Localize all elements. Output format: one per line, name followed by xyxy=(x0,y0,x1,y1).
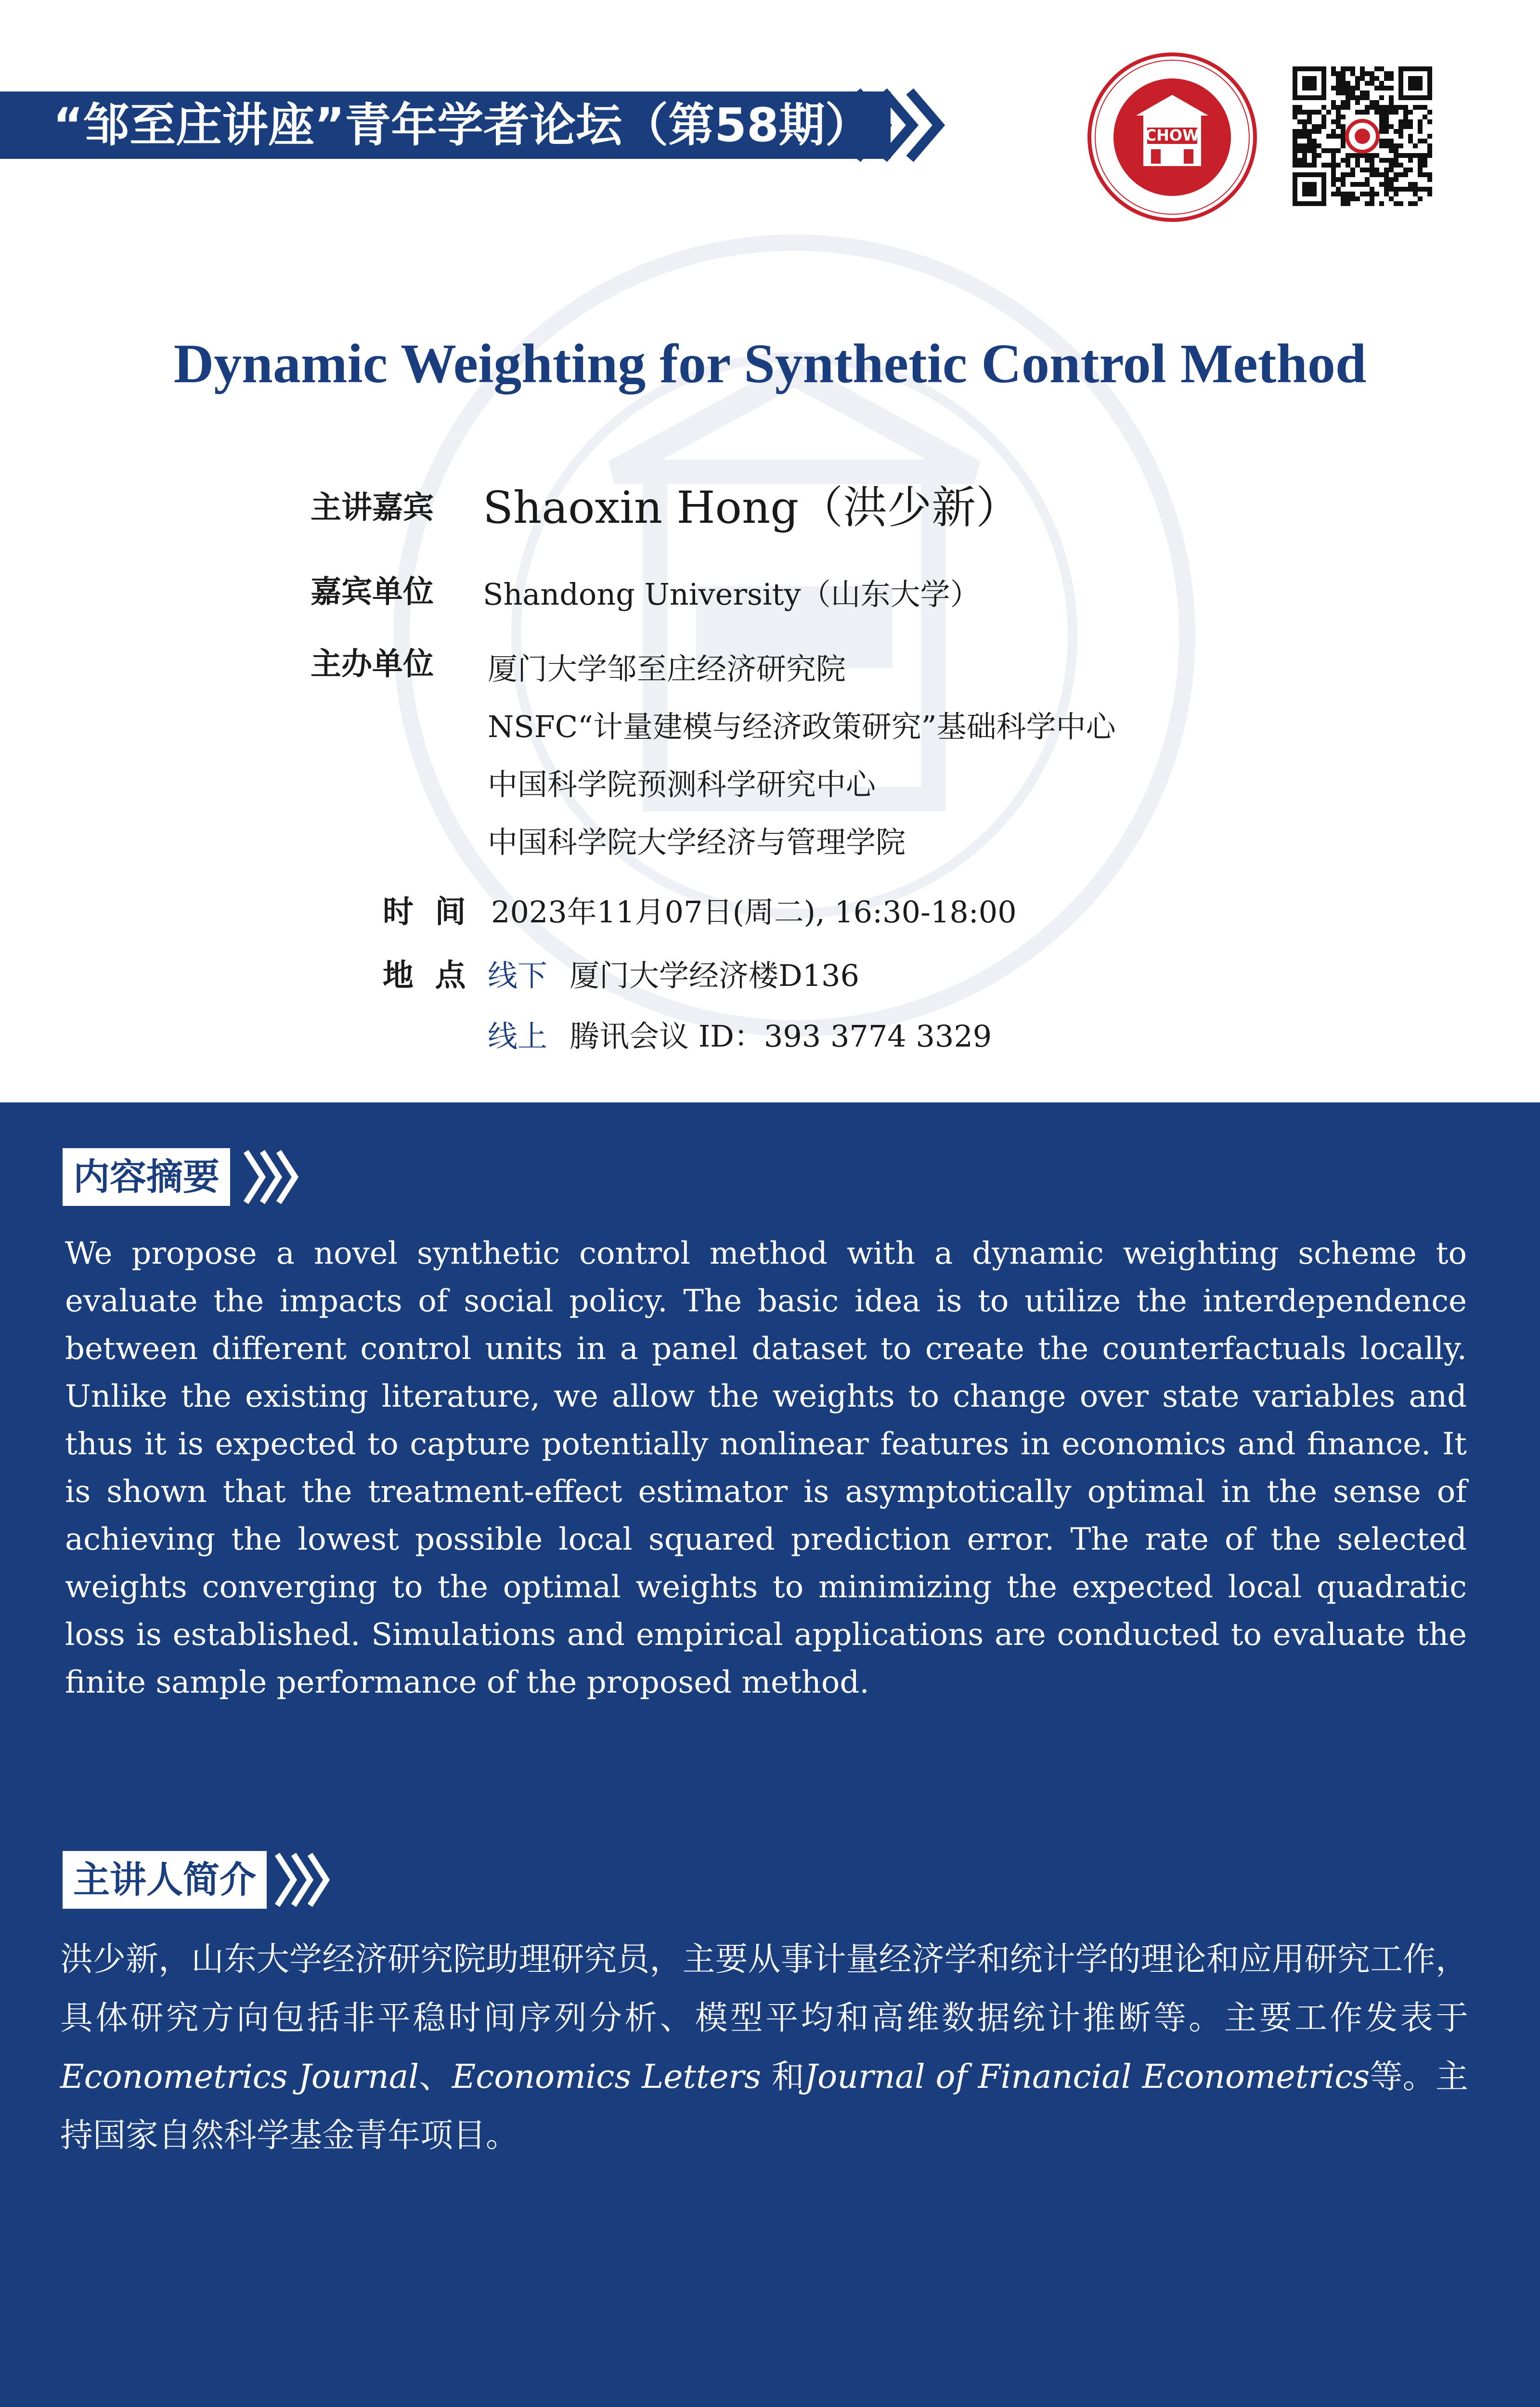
series-title: “邹至庄讲座”青年学者论坛（第58期） xyxy=(53,98,871,152)
chevron-right-icon xyxy=(852,84,948,166)
host-item: NSFC“计量建模与经济政策研究”基础科学中心 xyxy=(488,709,1116,744)
online-tag: 线上 xyxy=(488,1019,548,1054)
bio-separator: 、 xyxy=(419,2058,452,2096)
institute-logo xyxy=(1086,51,1259,224)
bio-heading: 主讲人简介 xyxy=(63,1851,267,1909)
journal-name: Journal of Financial Econometrics xyxy=(804,2058,1370,2096)
host-item: 中国科学院大学经济与管理学院 xyxy=(488,825,906,860)
time-value: 2023年11月07日(周二), 16:30-18:00 xyxy=(491,894,1017,930)
qr-code[interactable] xyxy=(1293,66,1432,206)
bio-text xyxy=(60,1930,1468,2165)
affiliation-label: 嘉宾单位 xyxy=(311,574,434,610)
host-item: 中国科学院预测科学研究中心 xyxy=(488,767,876,802)
offline-tag: 线下 xyxy=(488,958,548,993)
bio-intro: 洪少新，山东大学经济研究院助理研究员，主要从事计量经济学和统计学的理论和应用研究工作，具体研究方向包括非平稳时间序列分析、模型平均和高维数据统计推断等。主要工作发表于 xyxy=(60,1941,1468,2037)
speaker-label: 主讲嘉宾 xyxy=(311,490,434,526)
abstract-heading: 内容摘要 xyxy=(63,1148,230,1206)
speaker-name: Shaoxin Hong（洪少新） xyxy=(483,482,1021,533)
header-section xyxy=(0,0,1540,1102)
host-item: 厦门大学邹至庄经济研究院 xyxy=(488,651,846,686)
bio-outro: 等。主持国家自然科学基金青年项目。 xyxy=(60,2058,1468,2155)
host-label: 主办单位 xyxy=(311,647,434,682)
journal-name: Economics Letters xyxy=(452,2058,761,2096)
chevron-right-icon xyxy=(243,1146,301,1208)
affiliation-value: Shandong University（山东大学） xyxy=(483,577,980,612)
bio-and: 和 xyxy=(761,2058,804,2096)
online-meeting-id: 腾讯会议 ID：393 3774 3329 xyxy=(569,1019,992,1054)
chevron-right-icon xyxy=(274,1849,332,1911)
institute-seal-icon xyxy=(1086,51,1259,224)
qr-code-icon xyxy=(1293,66,1432,206)
offline-venue: 厦门大学经济楼D136 xyxy=(569,958,860,993)
talk-title: Dynamic Weighting for Synthetic Control Method xyxy=(173,333,1367,395)
place-label: 地 点 xyxy=(383,958,466,994)
time-label: 时 间 xyxy=(383,894,466,930)
journal-name: Econometrics Journal xyxy=(60,2058,419,2096)
abstract-text: We propose a novel synthetic control method with a dynamic weighting scheme to evaluate the impacts of social policy. The basic idea is to utilize the interdependence between different control units in a panel dataset to create the counterfactuals locally. Unlike the existing literature, we allow the weights to change over state variables and thus it is expected to capture potentially nonlinear features in economics and finance. It is shown that the treatment-effect estimator is asymptotically optimal in the sense of achieving the lowest possible local squared prediction error. The rate of the selected weights converging to the optimal weights to minimizing the expected local quadratic loss is established. Simulations and empirical applications are conducted to evaluate the finite sample performance of the proposed method. xyxy=(65,1236,1467,1700)
logo-mark: CHOW xyxy=(1145,126,1200,144)
